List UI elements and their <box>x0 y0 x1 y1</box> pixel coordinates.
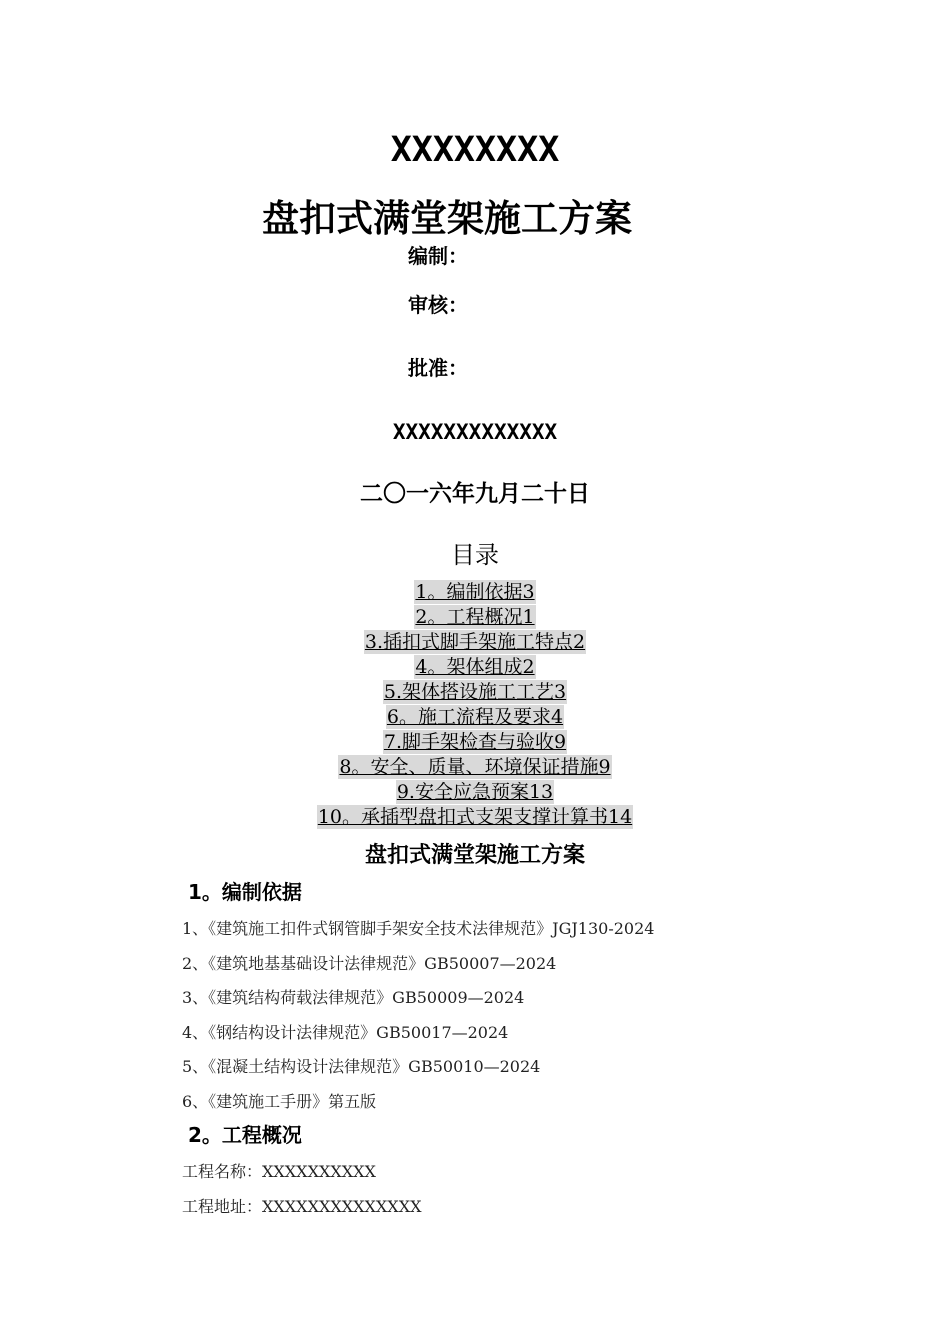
document-title: 盘扣式满堂架施工方案 <box>262 197 632 240</box>
compiler-label: 编制： <box>408 244 468 268</box>
approver-label: 批准： <box>408 356 468 380</box>
reference-item: 4、《钢结构设计法律规范》GB50017—2024 <box>182 1022 509 1042</box>
toc-link-6[interactable]: 6。施工流程及要求4 <box>386 706 564 728</box>
toc-link-9[interactable]: 9.安全应急预案13 <box>396 781 554 803</box>
toc-link-7[interactable]: 7.脚手架检查与验收9 <box>383 731 567 753</box>
toc-link-5[interactable]: 5.架体搭设施工工艺3 <box>383 681 567 703</box>
toc-link-2[interactable]: 2。工程概况1 <box>415 606 535 628</box>
project-name: 工程名称：XXXXXXXXXX <box>182 1162 376 1181</box>
section-heading-overview: 2。工程概况 <box>188 1123 302 1147</box>
project-address: 工程地址：XXXXXXXXXXXXXX <box>182 1197 422 1216</box>
body-title: 盘扣式满堂架施工方案 <box>364 843 585 868</box>
toc-item <box>0 730 950 755</box>
reference-list <box>182 912 654 1119</box>
toc-link-10[interactable]: 10。承插型盘扣式支架支撑计算书14 <box>317 806 633 828</box>
reference-item: 3、《建筑结构荷载法律规范》GB50009—2024 <box>182 988 525 1007</box>
toc-item <box>0 630 950 655</box>
reference-item: 1、《建筑施工扣件式钢管脚手架安全技术法律规范》JGJ130-2024 <box>182 919 655 938</box>
reference-item: 6、《建筑施工手册》第五版 <box>182 1091 377 1111</box>
toc-link-8[interactable]: 8。安全、质量、环境保证措施9 <box>339 756 611 778</box>
toc-link-3[interactable]: 3.插扣式脚手架施工特点2 <box>364 631 586 653</box>
toc-item <box>0 780 950 805</box>
toc-link-4[interactable]: 4。架体组成2 <box>415 656 535 678</box>
toc-item <box>0 680 950 705</box>
toc-item <box>0 805 950 830</box>
reviewer-label: 审核： <box>408 293 468 317</box>
toc-item <box>0 705 950 730</box>
reference-item: 5、《混凝土结构设计法律规范》GB50010—2024 <box>182 1057 541 1076</box>
reference-item: 2、《建筑地基基础设计法律规范》GB50007—2024 <box>182 953 557 973</box>
company-full-name: XXXXXXXXXXXXX <box>392 420 558 444</box>
toc-heading: 目录 <box>451 541 499 569</box>
company-name: XXXXXXXX <box>390 130 560 170</box>
document-date: 二〇一六年九月二十日 <box>360 481 590 507</box>
toc-item <box>0 755 950 780</box>
toc-item <box>0 655 950 680</box>
toc-item <box>0 605 950 630</box>
toc-item <box>0 580 950 605</box>
toc-list <box>0 580 950 830</box>
toc-link-1[interactable]: 1。编制依据3 <box>415 581 535 603</box>
project-info-list <box>182 1154 421 1224</box>
section-heading-basis: 1。编制依据 <box>188 880 302 904</box>
